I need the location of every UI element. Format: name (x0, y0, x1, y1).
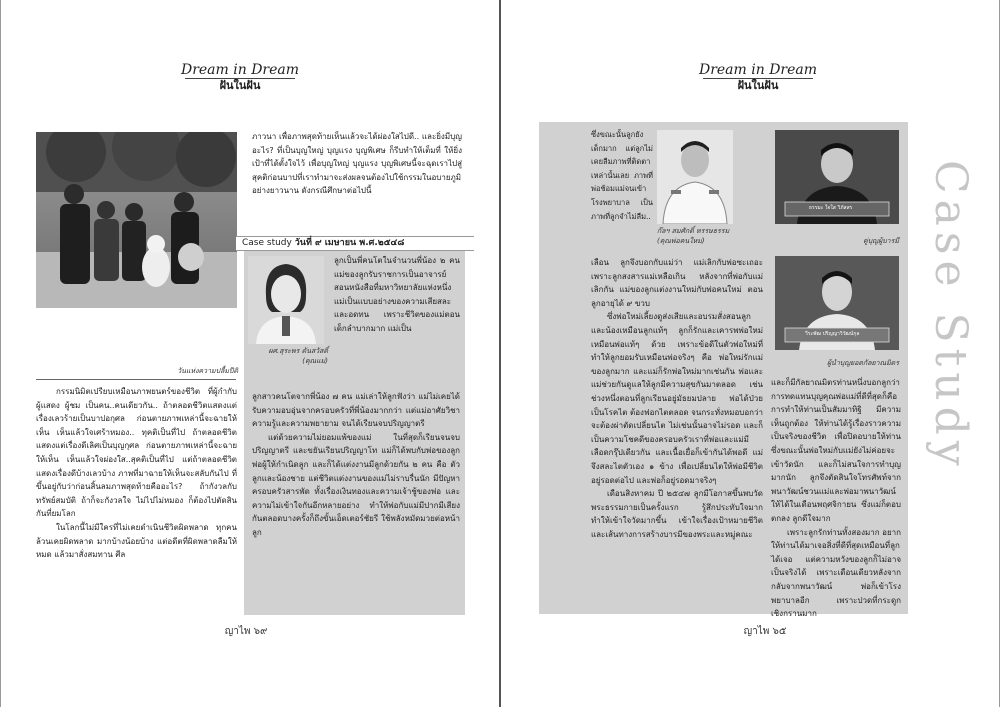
case-study-date: วันที่ ๙ เมษายน พ.ศ.๒๕๔๘ (294, 238, 405, 248)
brother-badge: วีระพัฒ ปริญญาวิวัฒน์กุล (805, 331, 860, 337)
paragraph: แต่ด้วยความไม่ยอมแพ้ของแม่ ในที่สุดก็เรียนจนจบปริญญาตรี และขยันเรียนปริญญาโท แม่ก็ได้พบกับพ่อของลูก พ่อผู้ให้กำเนิดลูก และก็ได้แต่งงานมีลูกด้วยกัน ๒ คน คือ ตัวลูกและน้องชาย แต่ชีวิตแต่งงานของแม่ไม่ราบรื่นนัก มีปัญหาครอบครัวสารพัด ทั้งเรื่องเงินทองและความเจ้าชู้ของพ่อ และความไม่เข้าใจกันอีกหลายอย่าง ทำให้พ่อกับแม่มีปากมีเสียงกันตลอดบางครั้งก็ถึงขั้นเอ็ดเตอร์ชัยรี ใช้พลังหมัดมวยต่อหน้าลูก (252, 432, 460, 537)
intro-paragraph: ภาวนา เพื่อภาพสุดท้ายเห็นแล้วจะได้ผ่องใสไปดี.. และยิ่งมีบุญอะไร? ที่เป็นบุญใหญ่ บุญแรง บุญพิเศษ ก็รีบทำให้เต็มที่ ให้ยิ่งเป้าที่ได้ตั้งใจไว้ เพื่อบุญใหญ่ บุญแรง บุญพิเศษนี้จะฉุดเราไปสู่สุคติก่อนบาปที่เราทำมาจะส่งผลจนต้องไปใช้กรรมในอบายภูมิอย่างยาวนาน ดังกรณีศึกษาต่อไปนี้ (252, 132, 462, 196)
right-page (501, 0, 1000, 707)
mother-caption-role: (คุณแม่) (302, 357, 328, 365)
right-column-text (771, 376, 901, 621)
paragraph: เลือน ลูกจึงบอกกับแม่ว่า แม่เลิกกับพ่อซะเถอะ เพราะลูกสงสารแม่เหลือเกิน หลังจากที่พ่อกับแม่เลิกกัน แม่ของลูกแต่งงานใหม่กับพ่อคนใหม่ ตอนลูกอายุได้ ๙ ขวบ (591, 258, 763, 308)
son-photo (775, 130, 899, 224)
page-header (678, 62, 838, 93)
box-narrow-text: ลูกเป็นพี่คนโตในจำนวนพี่น้อง ๒ คน แม่ของลูกรับราชการเป็นอาจารย์สอนหนังสือที่มหาวิทยาลัยแห่งหนึ่ง แม่เป็นแบบอย่างของความเสียสละและอดทน เพราะชีวิตของแม่ตอนเด็กลำบากมาก แม่เป็น (334, 256, 460, 333)
father-caption (657, 226, 747, 246)
paragraph: ในโลกนี้ไม่มีใครที่ไม่เคยดำเนินชีวิตผิดพลาด ทุกคนล้วนเคยผิดพลาด มากบ้างน้อยบ้าง แต่อดีตที่ผิดพลาดลืมให้หมด แล้วมาสั่งสมทาน ศีล (36, 522, 237, 560)
father-caption-role: (คุณพ่อคนใหม่) (657, 237, 705, 245)
brother-caption: ผู้นำบุญยอดกัลยาณมิตร (826, 359, 899, 367)
father-photo-image (657, 130, 733, 224)
case-study-bar (236, 236, 474, 251)
son-badge: ธรรมะ ใจใส วิภัสสร (809, 205, 853, 211)
page-edge (0, 0, 1, 707)
page-number: ญาไพ ๖๙ (224, 626, 268, 637)
page-number: ญาไพ ๖๕ (743, 626, 787, 637)
father-photo (657, 130, 733, 224)
left-page (0, 0, 499, 707)
paragraph: ลูกสาวคนโตจากพี่น้อง ๗ คน แม่เล่าให้ลูกฟังว่า แม่ไม่เคยได้รับความอบอุ่นจากครอบครัวที่พี่น้องมากกว่า แต่แม่อาศัยวิชาความรู้และความพยายาม จนได้เรียนจบปริญญาตรี (252, 392, 460, 429)
left-column-text (36, 385, 237, 562)
paragraph: และก็มีกัลยาณมิตรท่านหนึ่งบอกลูกว่า การทดแทนบุญคุณพ่อแม่ที่ดีที่สุดก็คือ การทำให้ท่านเป็นสัมมาทิฐิ มีความเห็นถูกต้อง ให้ท่านได้รู้เรื่องราวความเป็นจริงของชีวิต เพื่อปิดอบายให้ท่าน ซึ่งขณะนั้นพ่อใหม่กับแม่ยังไม่ค่อยจะเข้าวัดนัก และก็ไม่สนใจการทำบุญมากนัก ลูกจึงตัดสินใจโทรศัพท์จากพนาวัฒน์ชวนแม่และพ่อมาพนาวัฒน์ให้ได้ในเดือนพฤศจิกายน ซึ่งแม่ก็ตอบตกลง ลูกดีใจมาก (771, 378, 901, 523)
caption-rule (36, 379, 236, 380)
narrow-column-text: ซึ่งขณะนั้นลูกยังเด็กมาก แต่ลูกไม่เคยลืมภาพที่ติดตาเหล่านั้นเลย ภาพที่พ่อช้อมแม่จนเข้าโรงพยาบาล เป็นภาพที่ลูกจำไม่ลืม.. (591, 130, 653, 221)
son-caption: คู่บุญผู้บารมี (863, 237, 899, 245)
mother-caption (248, 346, 328, 366)
box-wide-text (252, 390, 460, 540)
case-study-vertical-title: Case Study (925, 160, 976, 472)
paragraph: ซึ่งพ่อใหม่เลี้ยงดูส่งเสียและอบรมสั่งสอนลูกและน้องเหมือนลูกแท้ๆ ลูกก็รักและเคารพพ่อใหม่เหมือนพ่อแท้ๆ ด้วย เพราะข้อดีในตัวพ่อใหม่ที่ทำให้ลูกยอมรับเหมือนพ่อจริงๆ คือ พ่อใหม่รักแม่ของลูกมาก และแม่ก็รักพ่อใหม่มากเช่นกัน พ่อและแม่ช่วยกันดูแลให้ลูกมีความสุขกันมาตลอด เช่น ช่วงหนึ่งตอนที่ลูกเรียนอยู่มัธยมปลาย พ่อได้ป่วยเป็นโรคไต ต้องฟอกไตตลอด จนกระทั่งหมอบอกว่าจะต้องผ่าตัดเปลี่ยนไต ไม่เช่นนั้นอาจไม่รอด และก็เป็นความโชคดีของครอบครัวเราที่พ่อและแม่มีเลือดกรุ๊ปเดียวกัน และเนื้อเยื่อก็เข้ากันได้พอดี แม่จึงสละไตตัวเอง ๑ ข้าง เพื่อเปลี่ยนไตให้พ่อมีชีวิตอยู่รอดต่อไป และพ่อก็อยู่รอดมาจริงๆ (591, 312, 763, 485)
header-title-th: ฝันในฝัน (219, 79, 261, 92)
family-photo (36, 132, 237, 308)
brother-photo (775, 256, 899, 350)
main-column-text (591, 256, 763, 541)
header-title-th: ฝันในฝัน (737, 79, 779, 92)
page-header (160, 62, 320, 93)
case-study-label: Case study (242, 238, 292, 248)
mother-photo (248, 256, 324, 344)
mother-caption-name: ผศ.สุระพร ตันสวัสดิ์ (268, 347, 328, 355)
header-title-en: Dream in Dream (698, 62, 818, 78)
mother-photo-image (248, 256, 324, 344)
family-photo-image (36, 132, 237, 308)
header-title-en: Dream in Dream (180, 62, 300, 78)
paragraph: เดือนสิงหาคม ปี ๒๕๔๗ ลูกมีโอกาสขึ้นพบวัดพระธรรมกายเป็นครั้งแรก รู้สึกประทับใจมาก ทำให้เข้าใจวัดมากขึ้น เข้าใจเรื่องเป้าหมายชีวิตและเส้นทางการสร้างบารมีของพระและหมู่คณะ (591, 489, 763, 539)
paragraph: เพราะลูกรักท่านทั้งสองมาก อยากให้ท่านได้มาเจอสิ่งที่ดีที่สุดเหมือนที่ลูกได้เจอ แต่ความหวังของลูกก็ไม่อาจเป็นจริงได้ เพราะเดือนเดียวหลังจากกลับจากพนาวัฒน์ พ่อก็เข้าโรงพยาบาลอีก เพราะปวดที่กระดูกเชิงกรานมาก (771, 527, 901, 619)
photo-caption: วันแห่งความปลื้มปีติ (177, 367, 238, 375)
father-caption-name: ก๊ลฯ สมศักดิ์ หรรษธรรม (657, 227, 730, 235)
paragraph: กรรมนิมิตเปรียบเหมือนภาพยนตร์ของชีวิต ที่ผู้กำกับ ผู้แสดง ผู้ชม เป็นคน..คนเดียวกัน.. ถ้าตลอดชีวิตแสดงแต่เรื่องเลวร้ายเป็นบาปอกุศล ก่อนตายภาพเหล่านี้จะฉายให้เห็น เห็นแล้วใจเศร้าหมอง.. ทุคติเป็นที่ไป ถ้าตลอดชีวิตแสดงแต่เรื่องดีเลิศเป็นบุญกุศล ก่อนตายภาพเหล่านี้จะฉายให้เห็น เห็นแล้วใจผ่องใส..สุคติเป็นที่ไป แต่ถ้าตลอดชีวิตแสดงเรื่องดีบ้างเลวบ้าง ภาพที่มาฉายให้เห็นจะสลับกันไป ที่ขึ้นอยู่กับว่าก่อนสิ้นลมภาพสุดท้ายคืออะไร? ถ้ากังวลกับทรัพย์สมบัติ ถ้าก็จะกังวลใจ ไม่ไปไม่หมอง ก็ต้องไปตัดสินกันที่ยมโลก (36, 387, 237, 519)
